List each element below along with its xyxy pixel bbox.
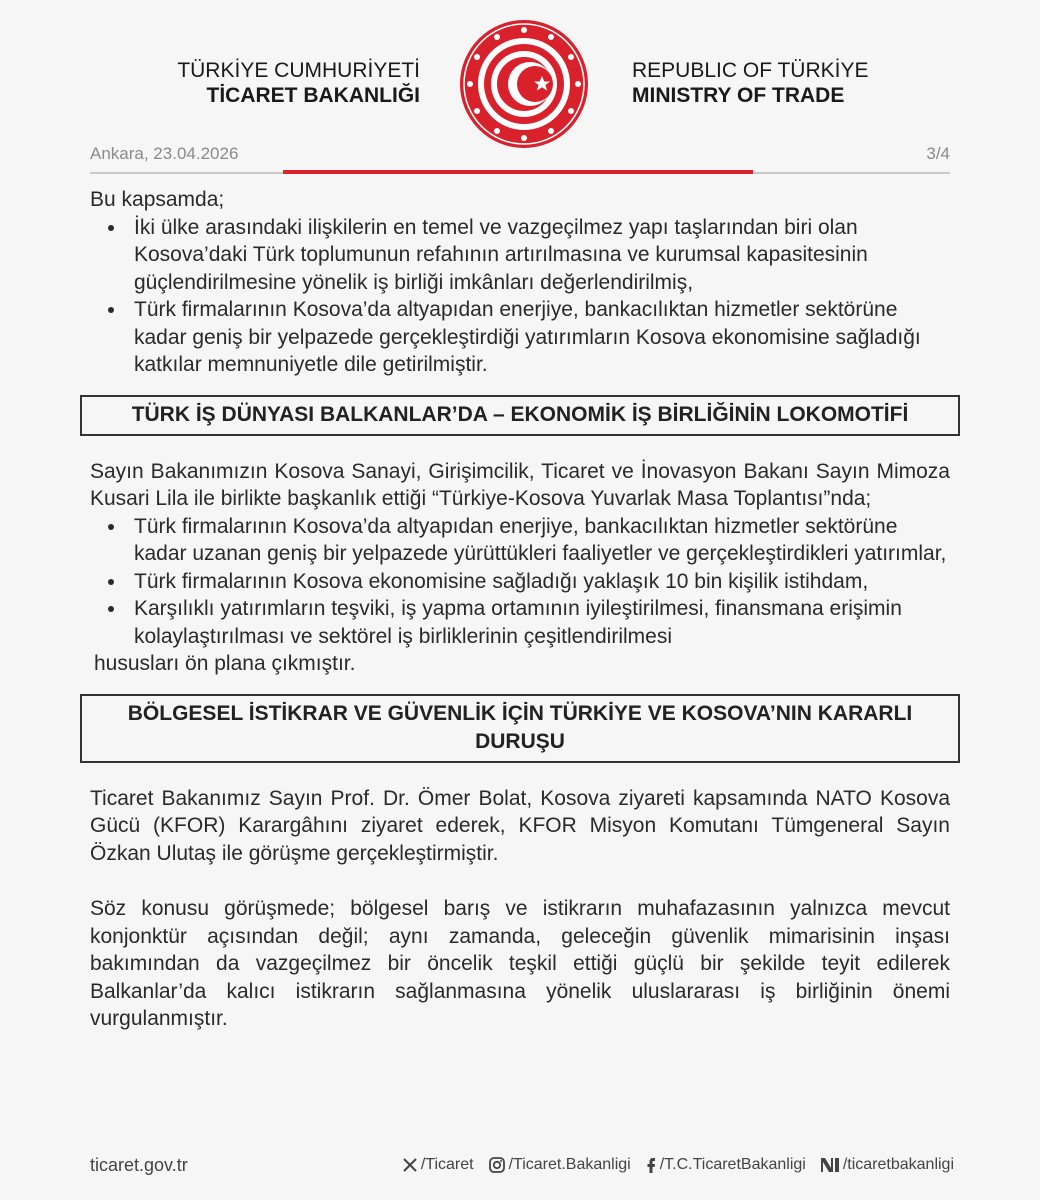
list-item: İki ülke arasındaki ilişkilerin en temel ve vazgeçilmez yapı taşlarından biri olan Kosova’daki Türk toplumunun refahının artırılmasına ve kurumsal kapasitesinin güçlendirilmesine yönelik iş birliği imkânları değerlendirilmiş, bbox=[90, 214, 950, 297]
x-social-link[interactable] bbox=[402, 1156, 474, 1174]
header-accent-bar bbox=[283, 170, 753, 174]
letterhead-turkish-line1: TÜRKİYE CUMHURİYETİ bbox=[177, 59, 420, 82]
section2-paragraph: Sayın Bakanımızın Kosova Sanayi, Girişimcilik, Ticaret ve İnovasyon Bakanı Sayın Mimoza Kusari Lila ile birlikte başkanlık ettiği “Türkiye-Kosova Yuvarlak Masa Toplantısı”nda; bbox=[90, 459, 950, 510]
section1-intro: Bu kapsamda; bbox=[90, 188, 225, 211]
instagram-handle: /Ticaret.Bakanligi bbox=[508, 1156, 631, 1173]
facebook-icon bbox=[645, 1156, 657, 1174]
social-links bbox=[402, 1156, 954, 1174]
section3-heading: BÖLGESEL İSTİKRAR VE GÜVENLİK İÇİN TÜRKİYE VE KOSOVA’NIN KARARLI DURUŞU bbox=[80, 694, 960, 763]
facebook-social-link[interactable] bbox=[645, 1156, 806, 1174]
letterhead bbox=[0, 0, 1040, 150]
page-number: 3/4 bbox=[926, 144, 950, 163]
section3-paragraph2: Söz konusu görüşmede; bölgesel barış ve istikrarın muhafazasının yalnızca mevcut konjonktür açısından değil; aynı zamanda, geleceğin güvenlik mimarisinin inşası bakımından da vazgeçilmez bir öncelik teşkil ettiği güçlü bir şekilde teyit edilerek Balkanlar’da kalıcı istikrarın sağlanmasına yönelik uluslararası iş birliğinin önemi vurgulanmıştır. bbox=[90, 897, 950, 1030]
x-handle: /Ticaret bbox=[420, 1156, 474, 1173]
website-link[interactable]: ticaret.gov.tr bbox=[90, 1155, 188, 1175]
section2-bullet-list bbox=[90, 513, 950, 651]
nsosyal-social-link[interactable] bbox=[820, 1156, 954, 1174]
list-item: Türk firmalarının Kosova’da altyapıdan enerjiye, bankacılıktan hizmetler sektörüne kadar geniş bir yelpazede gerçekleştirdiği yatırımların Kosova ekonomisine sağladığı katkılar memnuniyetle dile getirilmiştir. bbox=[90, 296, 950, 379]
section3-paragraph1: Ticaret Bakanımız Sayın Prof. Dr. Ömer Bolat, Kosova ziyareti kapsamında NATO Kosova Gücü (KFOR) Karargâhını ziyaret ederek, KFOR Misyon Komutanı Tümgeneral Sayın Özkan Ulutaş ile görüşme gerçekleştirmiştir. bbox=[90, 786, 950, 865]
ministry-seal-icon bbox=[458, 18, 590, 150]
section2-heading: TÜRK İŞ DÜNYASI BALKANLAR’DA – EKONOMİK İŞ BİRLİĞİNİN LOKOMOTİFİ bbox=[80, 395, 960, 436]
document-body bbox=[90, 186, 950, 1033]
letterhead-turkish-line2: TİCARET BAKANLIĞI bbox=[206, 84, 420, 107]
section2-closing: hususları ön plana çıkmıştır. bbox=[94, 652, 356, 675]
instagram-social-link[interactable] bbox=[488, 1156, 631, 1174]
list-item: Türk firmalarının Kosova ekonomisine sağladığı yaklaşık 10 bin kişilik istihdam, bbox=[90, 568, 950, 596]
letterhead-english bbox=[632, 58, 869, 108]
facebook-handle: /T.C.TicaretBakanligi bbox=[659, 1156, 806, 1173]
document-meta bbox=[90, 144, 950, 166]
nsosyal-icon bbox=[820, 1157, 840, 1173]
document-date: Ankara, 23.04.2026 bbox=[90, 144, 239, 163]
x-icon bbox=[402, 1157, 418, 1173]
list-item: Karşılıklı yatırımların teşviki, iş yapma ortamının iyileştirilmesi, finansmana erişimin kolaylaştırılması ve sektörel iş birliklerinin çeşitlendirilmesi bbox=[90, 595, 950, 650]
letterhead-english-line2: MINISTRY OF TRADE bbox=[632, 84, 845, 107]
footer bbox=[90, 1154, 954, 1180]
instagram-icon bbox=[488, 1156, 506, 1174]
letterhead-english-line1: REPUBLIC OF TÜRKİYE bbox=[632, 59, 869, 82]
list-item: Türk firmalarının Kosova’da altyapıdan enerjiye, bankacılıktan hizmetler sektörüne kadar uzanan geniş bir yelpazede yürüttükleri faaliyetler ve gerçekleştirdikleri yatırımlar, bbox=[90, 513, 950, 568]
letterhead-turkish bbox=[177, 58, 420, 108]
nsosyal-handle: /ticaretbakanligi bbox=[842, 1156, 954, 1173]
section1-bullet-list bbox=[90, 214, 950, 379]
